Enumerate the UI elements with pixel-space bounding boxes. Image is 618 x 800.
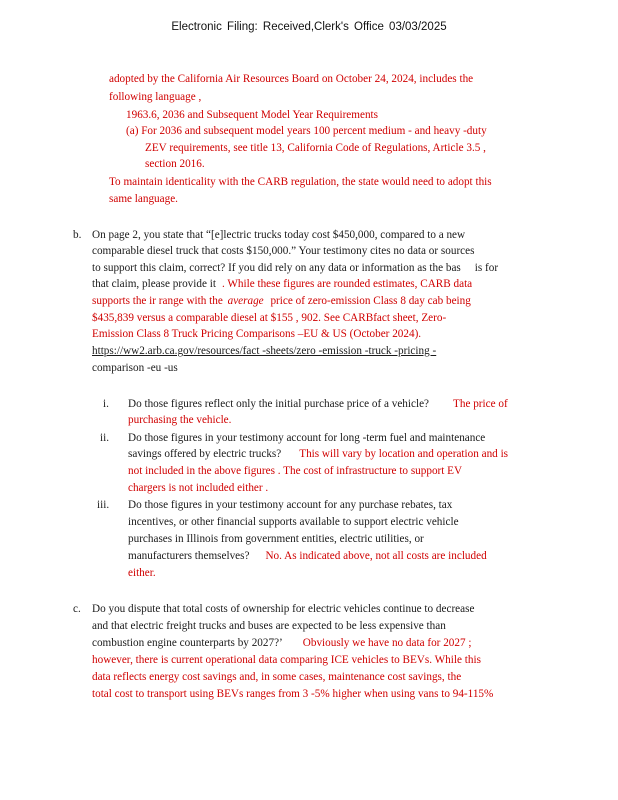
regulation-clause: ZEV requirements, see title 13, California Code of Regulations, Article 3.5 ,: [145, 142, 486, 154]
question-line: to support this claim, correct? If you did rely on any data or information as the bas is for: [92, 262, 499, 274]
filing-header: Electronic Filing: Received,Clerk's Office 03/03/2025: [171, 21, 447, 33]
answer-line: however, there is current operational data comparing ICE vehicles to BEVs. While this: [92, 654, 481, 666]
intro-line: adopted by the California Air Resources Board on October 24, 2024, includes the: [109, 73, 474, 85]
subquestion-marker: i.: [103, 398, 109, 410]
subquestion-line: manufacturers themselves? No. As indicated above, not all costs are included: [128, 550, 487, 562]
carb-fact-sheet-link[interactable]: https://ww2.arb.ca.gov/resources/fact -sheets/zero -emission -truck -pricing -: [92, 345, 437, 357]
intro-line: To maintain identicality with the CARB regulation, the state would need to adopt this: [109, 176, 492, 188]
question-line: Do you dispute that total costs of ownership for electric vehicles continue to decrease: [92, 603, 475, 615]
subquestion-line: savings offered by electric trucks? This will vary by location and operation and is: [128, 448, 509, 460]
subquestion-line: Do those figures in your testimony account for any purchase rebates, tax: [128, 499, 453, 511]
question-line: combustion engine counterparts by 2027?’ Obviously we have no data for 2027 ;: [92, 637, 472, 649]
regulation-clause: (a) For 2036 and subsequent model years 100 percent medium - and heavy -duty: [126, 125, 487, 137]
subquestion-marker: iii.: [97, 499, 110, 511]
question-marker: b.: [73, 229, 82, 241]
answer-line: data reflects energy cost savings and, in some cases, maintenance cost savings, the: [92, 671, 462, 683]
question-line: On page 2, you state that “[e]lectric trucks today cost $450,000, compared to a new: [92, 229, 466, 241]
answer-line: comparison -eu -us: [92, 362, 178, 374]
answer-line: that claim, please provide it . While these figures are rounded estimates, CARB data: [92, 278, 473, 290]
question-line: and that electric freight trucks and buses are expected to be less expensive than: [92, 620, 446, 632]
intro-line: following language ,: [109, 91, 202, 103]
subquestion-line: Do those figures reflect only the initial purchase price of a vehicle? The price of: [128, 398, 508, 410]
answer-line: not included in the above figures . The cost of infrastructure to support EV: [128, 465, 463, 477]
regulation-clause: section 2016.: [145, 158, 205, 170]
answer-line: total cost to transport using BEVs ranges from 3 -5% higher when using vans to 94-115%: [92, 688, 494, 700]
answer-line: Emission Class 8 Truck Pricing Comparisons –EU & US (October 2024).: [92, 328, 422, 340]
question-line: comparable diesel truck that costs $150,000.” Your testimony cites no data or sources: [92, 245, 475, 257]
intro-line: same language.: [109, 193, 178, 205]
answer-line: purchasing the vehicle.: [128, 414, 232, 426]
subquestion-line: purchases in Illinois from government entities, electric utilities, or: [128, 533, 424, 545]
regulation-heading: 1963.6, 2036 and Subsequent Model Year Requirements: [126, 109, 379, 121]
answer-line: either.: [128, 567, 156, 579]
answer-line: $435,839 versus a comparable diesel at $155 , 902. See CARBfact sheet, Zero-: [92, 312, 447, 324]
answer-line: supports the ir range with the average price of zero-emission Class 8 day cab being: [92, 295, 471, 307]
subquestion-line: incentives, or other financial supports available to support electric vehicle: [128, 516, 459, 528]
subquestion-marker: ii.: [100, 432, 110, 444]
question-marker: c.: [73, 603, 81, 615]
answer-line: chargers is not included either .: [128, 482, 269, 494]
subquestion-line: Do those figures in your testimony account for long -term fuel and maintenance: [128, 432, 486, 444]
